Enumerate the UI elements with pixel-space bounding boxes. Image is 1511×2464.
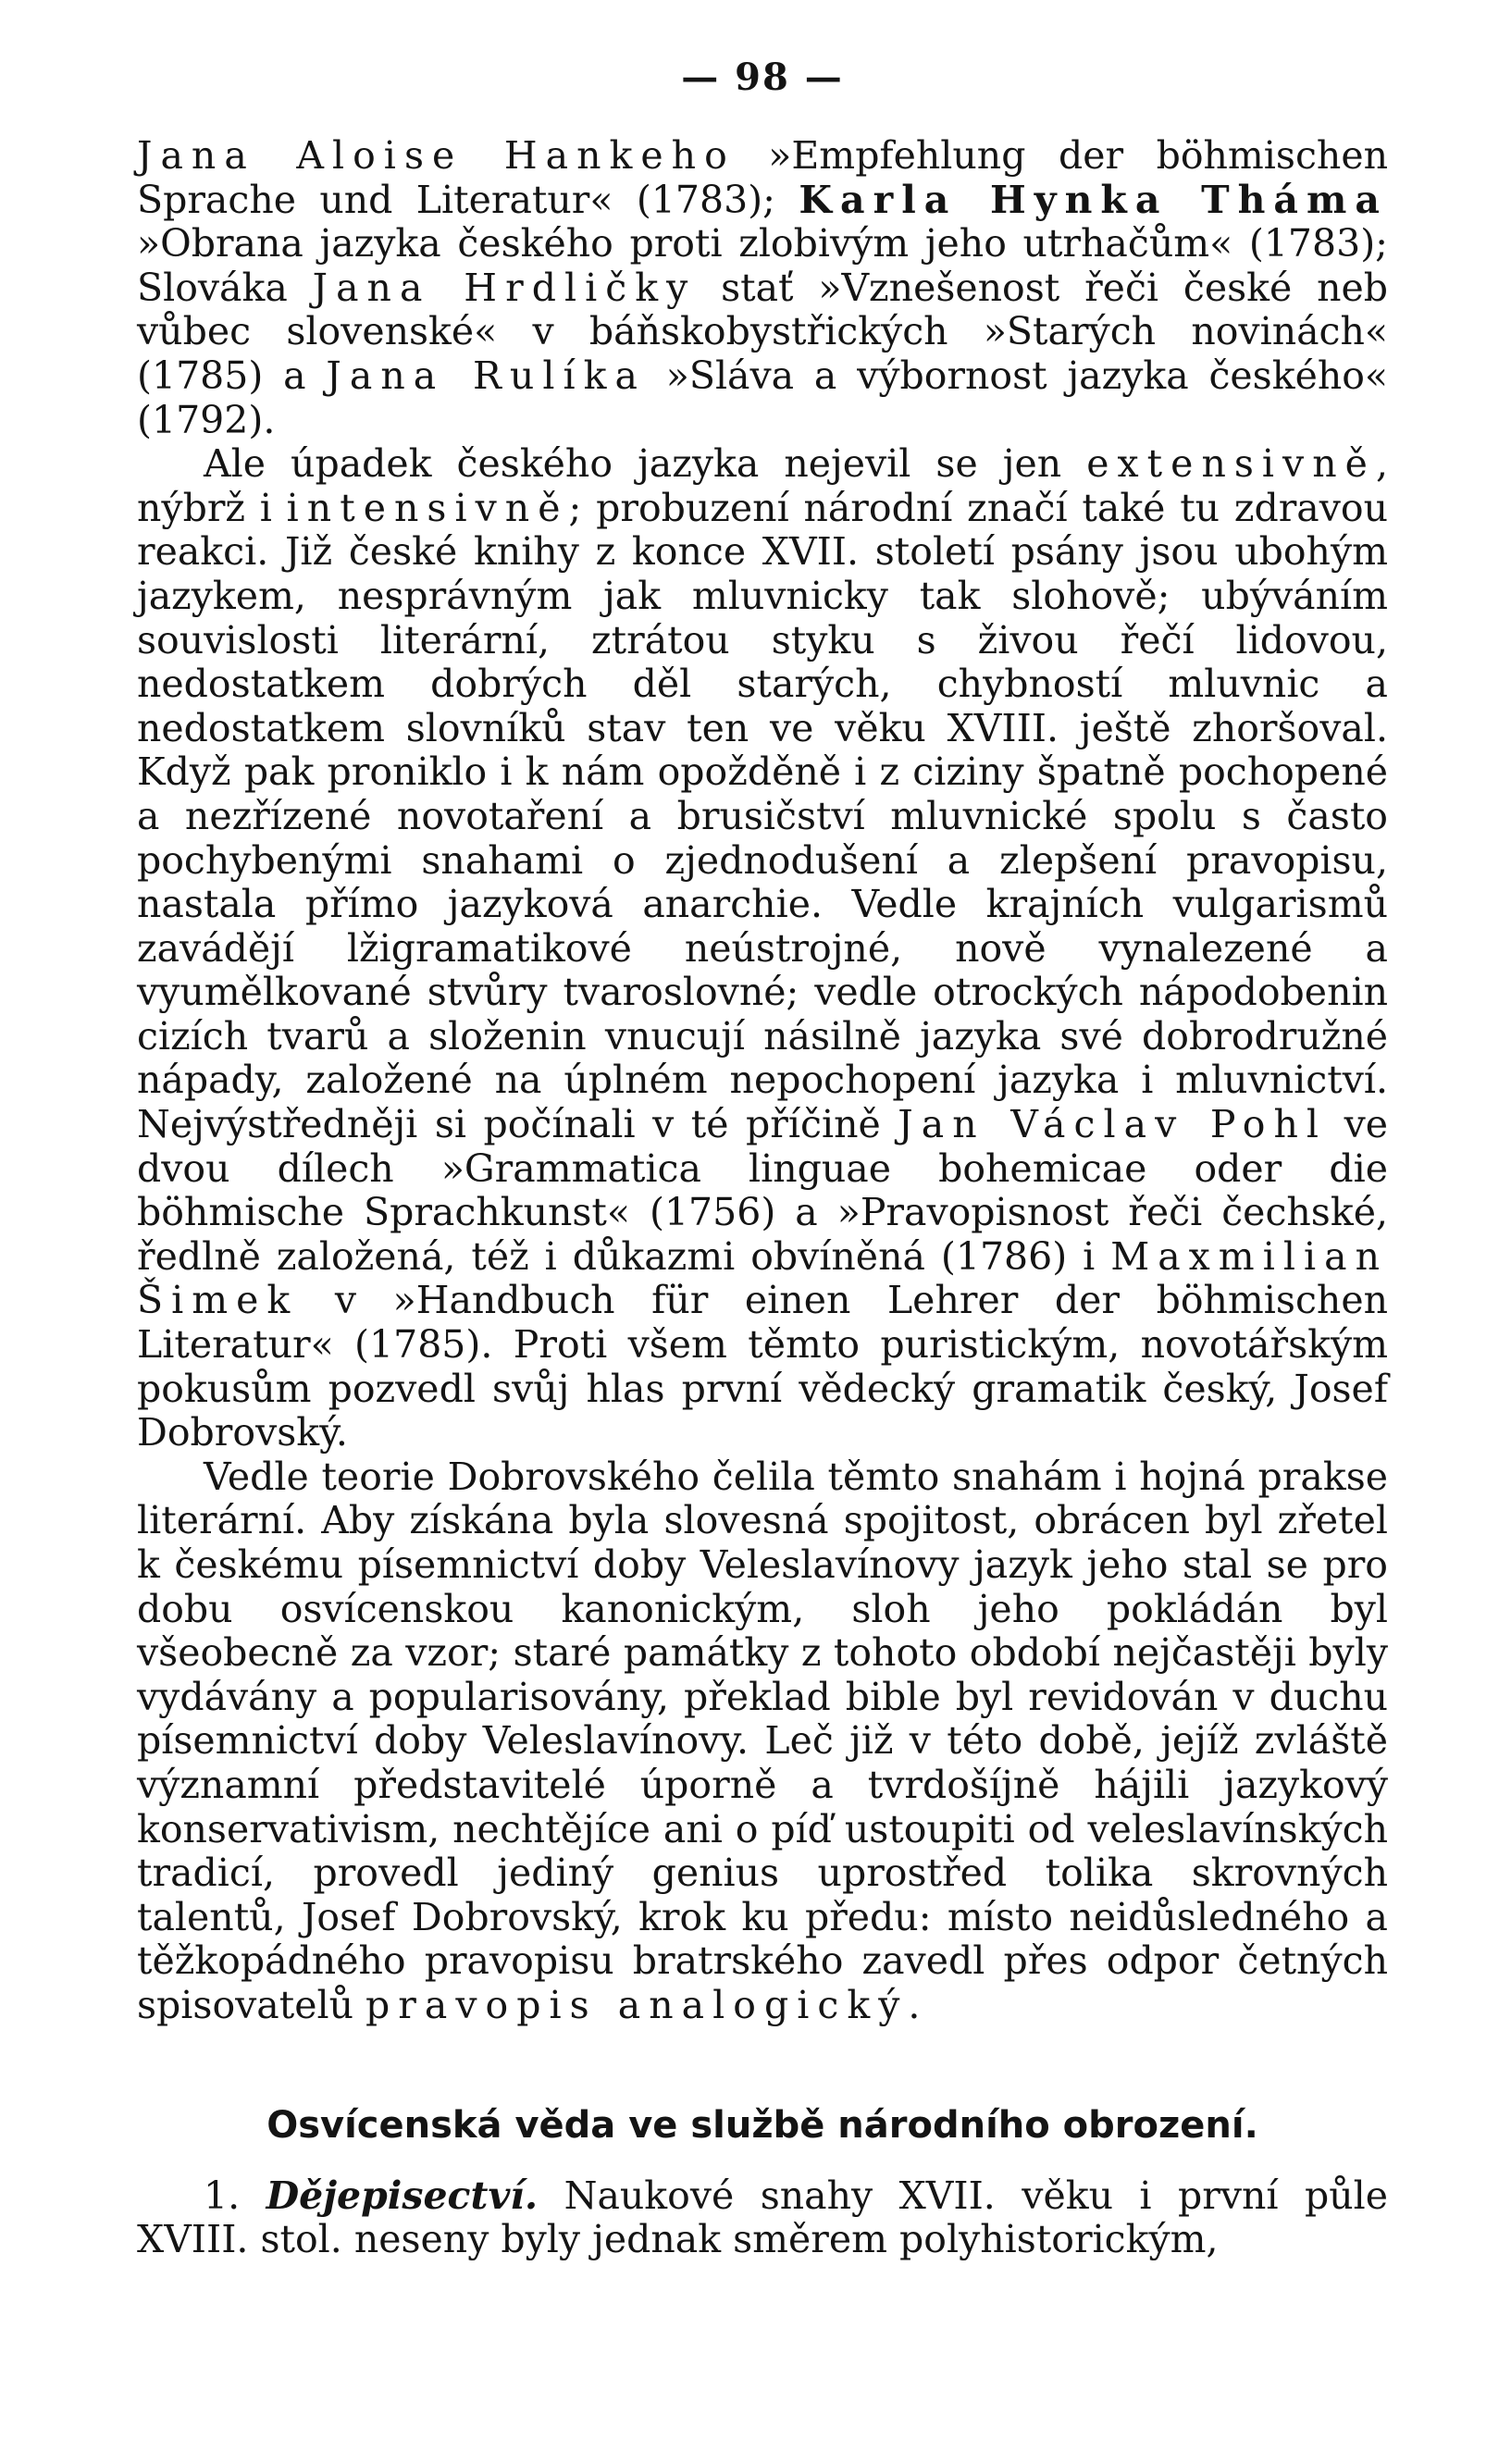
paragraph-historiography <box>137 2174 1388 2262</box>
paragraph-authors-list <box>137 134 1388 442</box>
text-run: »Sláva a výbornost jazyka českého« (1792). <box>137 353 1389 442</box>
book-page <box>137 56 1388 2262</box>
emphasis-extensivne: extensivně <box>1086 441 1376 487</box>
text-run: Naukové snahy XVII. věku i první půle XVIII. stol. neseny byly jednak směrem polyhistorickým, <box>137 2173 1388 2262</box>
body-text <box>137 134 1388 2028</box>
emphasis-pravopis-analogicky: pravopis analogický <box>365 1982 909 2027</box>
text-run: v »Handbuch für einen Lehrer der böhmischen Literatur« (1785). Proti všem těmto puristickým, novotářským pokusům pozvedl svůj hlas první vědecký gramatik český, Josef Dobrovský. <box>137 1278 1388 1455</box>
text-run: stať »Vznešenost řeči české neb vůbec slovenské« v báňskobystřických »Starých novinách« (1785) a <box>137 265 1388 398</box>
text-run: ; probuzení národní značí také tu zdravou reakci. Již české knihy z konce XVII. století psány jsou ubohým jazykem, nesprávným jak mluvnicky tak slohově; ubýváním souvislosti literární, ztrátou styku s živou řečí lidovou, nedostatkem dobrých děl starých, chybností mluvnic a nedostatkem slovníků stav ten ve věku XVIII. ještě zhoršoval. Když pak proniklo i k nám opožděně i z ciziny špatně pochopené a nezřízené novotaření a brusičství mluvnické spolu s často pochybenými snahami o zjednodušení a zlepšení pravopisu, nastala přímo jazyková anarchie. Vedle krajních vulgarismů zavádějí lžigramatikové neústrojné, nově vynalezené a vyumělkované stvůry tvaroslovné; vedle otrockých nápodobenin cizích tvarů a složenin vnucují násilně jazyka své dobrodružné nápady, založené na úplném nepochopení jazyka i mluvnictví. Nejvýstředněji si počínali v té příčině <box>137 485 1388 1147</box>
text-run: , nýbrž i <box>137 441 1388 530</box>
paragraph-language-decline <box>137 442 1388 1455</box>
author-name-simek: Maxmilian Šimek <box>137 1233 1388 1323</box>
item-title: Dějepisectví. <box>266 2173 539 2218</box>
paragraph-literary-practice <box>137 1455 1388 2028</box>
text-run: . <box>908 1982 921 2027</box>
item-number: 1. <box>204 2173 266 2218</box>
text-run: »Empfehlung der böhmischen Sprache und Literatur« (1783); <box>137 133 1388 222</box>
author-name-pohl: Jan Václav Pohl <box>898 1102 1328 1147</box>
text-run: »Obrana jazyka českého proti zlobivým jeho utrhačům« (1783); Slováka <box>137 221 1388 310</box>
author-name-hanke: Jana Aloise Hankeho <box>137 133 736 178</box>
text-run: Ale úpadek českého jazyka nejevil se jen <box>204 441 1087 487</box>
author-name-tham: Karla Hynka Tháma <box>799 177 1389 222</box>
author-name-hrdlicka: Jana Hrdličky <box>312 265 697 310</box>
page-number: — 98 — <box>681 56 844 99</box>
emphasis-intensivne: intensivně <box>286 485 569 530</box>
section-body <box>137 2174 1388 2262</box>
text-run: ve dvou dílech »Grammatica linguae bohemicae oder die böhmische Sprachkunst« (1756) a »Pravopisnost řeči čechské, ředlně založená, též i důkazmi obvíněná (1786) i <box>137 1102 1388 1279</box>
section-heading: Osvícenská věda ve službě národního obrození. <box>266 2103 1258 2147</box>
author-name-rulik: Jana Rulíka <box>326 353 646 398</box>
text-run: Vedle teorie Dobrovského čelila těmto snahám i hojná prakse literární. Aby získána byla slovesná spojitost, obrácen byl zřetel k českému písemnictví doby Veleslavínovy jazyk jeho stal se pro dobu osvícenskou kanonickým, sloh jeho pokládán byl všeobecně za vzor; staré památky z tohoto období nejčastěji byly vydávány a popularisovány, překlad bible byl revidován v duchu písemnictví doby Veleslavínovy. Leč již v této době, jejíž zvláště významní představitelé úporně a tvrdošíjně hájili jazykový konservativism, nechtějíce ani o píď ustoupiti od veleslavínských tradicí, provedl jediný genius uprostřed tolika skrovných talentů, Josef Dobrovský, krok ku předu: místo neidůsledného a těžkopádného pravopisu bratrského zavedl přes odpor četných spisovatelů <box>137 1454 1388 2027</box>
